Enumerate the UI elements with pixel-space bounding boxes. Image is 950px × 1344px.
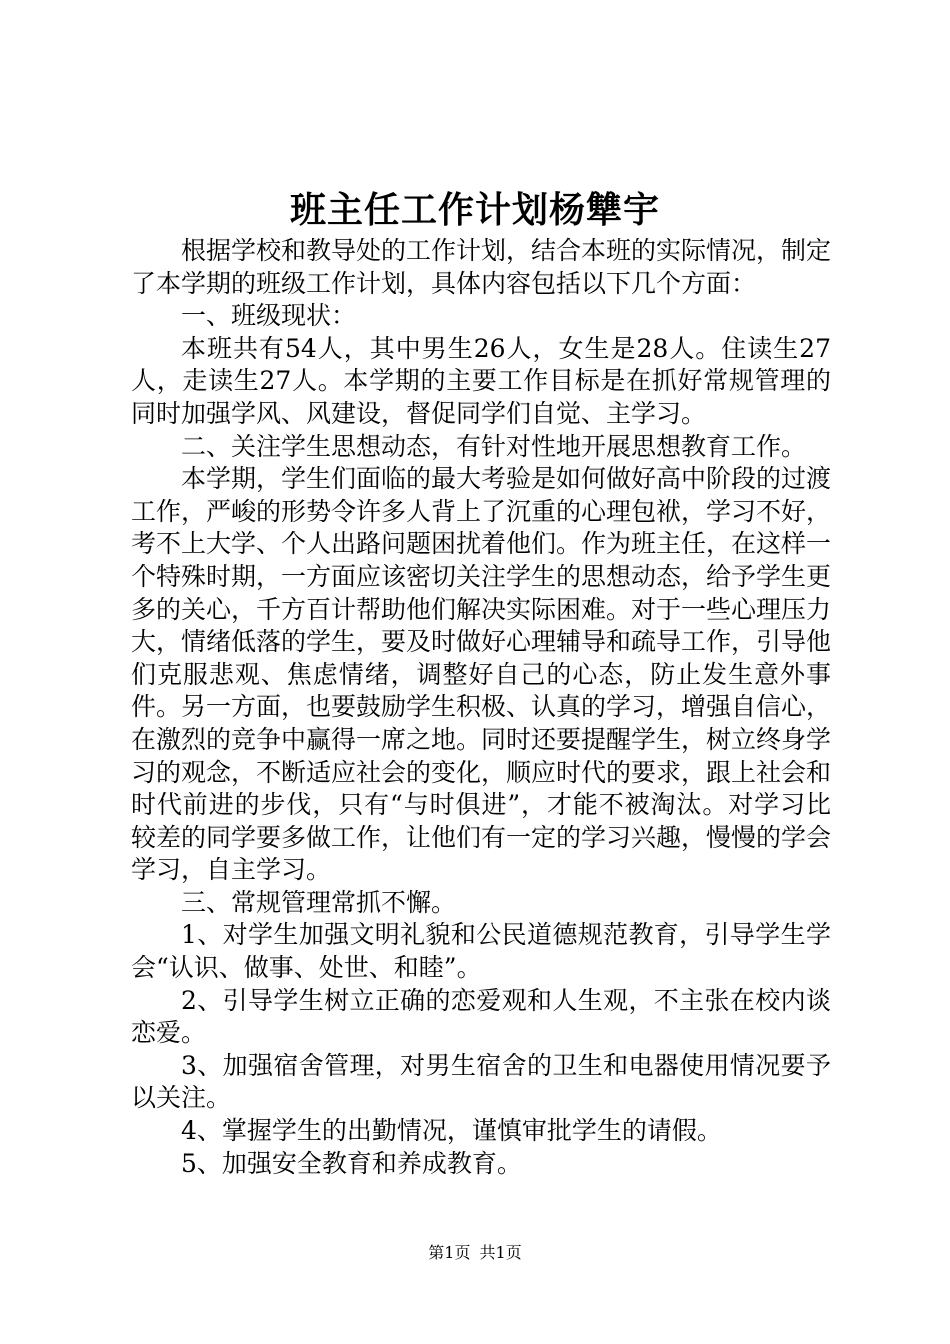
- paragraph-intro: 根据学校和教导处的工作计划，结合本班的实际情况，制定了本学期的班级工作计划，具体内容包括以下几个方面：: [131, 236, 832, 298]
- page-total: 共1页: [479, 1243, 522, 1262]
- heading-thought-education: 二、关注学生思想动态，有针对性地开展思想教育工作。: [181, 431, 807, 461]
- document-body: [131, 235, 831, 1180]
- list-item: 1、对学生加强文明礼貌和公民道德规范教育，引导学生学会“认识、做事、处世、和睦”。: [131, 920, 831, 983]
- paragraph-class-status: 本班共有54人，其中男生26人，女生是28人。住读生27人，走读生27人。本学期的主要工作目标是在抓好常规管理的同时加强学风、风建设，督促同学们自觉、主学习。: [131, 333, 831, 428]
- list-item: 2、引导学生树立正确的恋爱观和人生观，不主张在校内谈恋爱。: [131, 985, 831, 1048]
- paragraph-thought-education: 本学期，学生们面临的最大考验是如何做好高中阶段的过渡工作，严峻的形势令许多人背上了沉重的心理包袱，学习不好，考不上大学、个人出路问题困扰着他们。作为班主任，在这样一个特殊时期，一方面应该密切关注学生的思想动态，给予学生更多的关心，千方百计帮助他们解决实际困难。对于一些心理压力大，情绪低落的学生，要及时做好心理辅导和疏导工作，引导他们克服悲观、焦虑情绪，调整好自己的心态，防止发生意外事件。另一方面，也要鼓励学生积极、认真的学习，增强自信心，在激烈的竞争中赢得一席之地。同时还要提醒学生，树立终身学习的观念，不断适应社会的变化，顺应时代的要求，跟上社会和时代前进的步伐，只有“与时俱进”，才能不被淘汰。对学习比较差的同学要多做工作，让他们有一定的学习兴趣，慢慢的学会学习，自主学习。: [131, 464, 832, 885]
- list-item: 3、加强宿舍管理，对男生宿舍的卫生和电器使用情况要予以关注。: [131, 1050, 831, 1113]
- heading-routine-management: 三、常规管理常抓不懈。: [181, 887, 457, 917]
- list-item: 5、加强安全教育和养成教育。: [181, 1148, 522, 1178]
- document-title: 班主任工作计划杨犨宇: [289, 189, 660, 231]
- list-item: 4、掌握学生的出勤情况，谨慎审批学生的请假。: [181, 1116, 722, 1146]
- page-footer: [0, 1242, 950, 1264]
- page-number: 第1页: [428, 1243, 471, 1262]
- heading-class-status: 一、班级现状：: [181, 301, 357, 331]
